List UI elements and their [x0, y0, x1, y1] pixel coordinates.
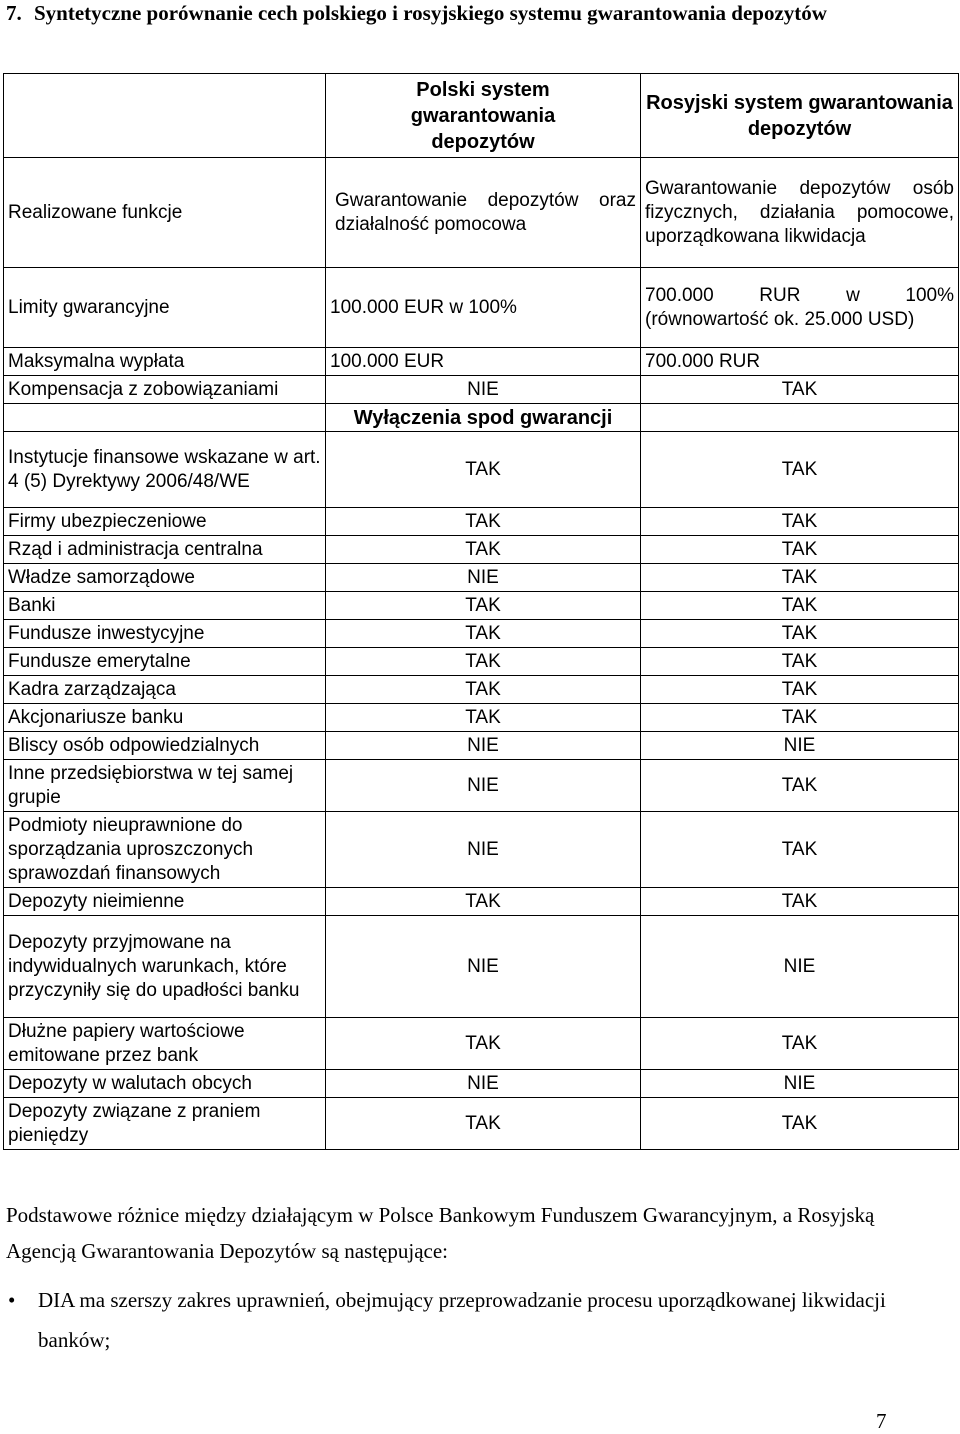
row-label: Maksymalna wypłata [4, 348, 326, 376]
russian-value: TAK [641, 564, 959, 592]
polish-value: NIE [326, 732, 641, 760]
row-label: Fundusze inwestycyjne [4, 620, 326, 648]
header-empty-cell [4, 74, 326, 158]
row-label: Firmy ubezpieczeniowe [4, 508, 326, 536]
polish-value: TAK [326, 704, 641, 732]
table-row [4, 564, 959, 592]
row-label: Depozyty związane z praniem pieniędzy [4, 1098, 326, 1150]
row-label: Podmioty nieuprawnione do sporządzania uproszczonych sprawozdań finansowych [4, 812, 326, 888]
comparison-table [3, 73, 959, 1150]
polish-value: NIE [326, 1070, 641, 1098]
table-row [4, 676, 959, 704]
polish-value: TAK [326, 508, 641, 536]
section-empty-cell [641, 404, 959, 432]
polish-value: TAK [326, 592, 641, 620]
polish-value: NIE [326, 376, 641, 404]
table-row [4, 760, 959, 812]
polish-value: NIE [326, 812, 641, 888]
table-row [4, 888, 959, 916]
polish-value: TAK [326, 1018, 641, 1070]
russian-value: TAK [641, 1098, 959, 1150]
table-row [4, 592, 959, 620]
section-title: Syntetyczne porównanie cech polskiego i rosyjskiego systemu gwarantowania depozytów [34, 1, 827, 25]
table-row [4, 376, 959, 404]
polish-value: NIE [326, 760, 641, 812]
exclusions-title: Wyłączenia spod gwarancji [326, 404, 641, 432]
polish-value: TAK [326, 620, 641, 648]
russian-value: NIE [641, 732, 959, 760]
row-label: Depozyty nieimienne [4, 888, 326, 916]
russian-value: 700.000 RUR w 100% (równowartość ok. 25.000 USD) [641, 268, 959, 348]
row-label: Inne przedsiębiorstwa w tej samej grupie [4, 760, 326, 812]
table-row [4, 1098, 959, 1150]
header-russian-system: Rosyjski system gwarantowania depozytów [641, 74, 959, 158]
table-row [4, 508, 959, 536]
russian-value: TAK [641, 592, 959, 620]
russian-value: TAK [641, 704, 959, 732]
polish-value: NIE [326, 916, 641, 1018]
bullet-text: DIA ma szerszy zakres uprawnień, obejmujący przeprowadzanie procesu uporządkowanej likwidacji banków; [38, 1288, 886, 1352]
row-label: Bliscy osób odpowiedzialnych [4, 732, 326, 760]
russian-value: TAK [641, 620, 959, 648]
russian-value: TAK [641, 760, 959, 812]
bullet-icon: • [8, 1288, 16, 1312]
table-row [4, 1018, 959, 1070]
row-label: Rząd i administracja centralna [4, 536, 326, 564]
table-row [4, 620, 959, 648]
polish-value: TAK [326, 888, 641, 916]
section-heading [6, 0, 896, 26]
table-row [4, 812, 959, 888]
russian-value: TAK [641, 376, 959, 404]
section-title-row [4, 404, 959, 432]
row-label: Realizowane funkcje [4, 158, 326, 268]
polish-value: TAK [326, 676, 641, 704]
header-polish-system: Polski system gwarantowania depozytów [326, 74, 641, 158]
russian-value: TAK [641, 1018, 959, 1070]
polish-value: 100.000 EUR [326, 348, 641, 376]
row-label: Limity gwarancyjne [4, 268, 326, 348]
table-row [4, 1070, 959, 1098]
row-label: Fundusze emerytalne [4, 648, 326, 676]
row-label: Instytucje finansowe wskazane w art. 4 (5) Dyrektywy 2006/48/WE [4, 432, 326, 508]
russian-value: Gwarantowanie depozytów osób fizycznych, działania pomocowe, uporządkowana likwidacja [641, 158, 959, 268]
section-number: 7. [6, 1, 22, 25]
polish-value: TAK [326, 432, 641, 508]
table-row [4, 648, 959, 676]
row-label: Kadra zarządzająca [4, 676, 326, 704]
russian-value: NIE [641, 916, 959, 1018]
table-row [4, 732, 959, 760]
row-label: Dłużne papiery wartościowe emitowane przez bank [4, 1018, 326, 1070]
row-label: Władze samorządowe [4, 564, 326, 592]
table-row [4, 432, 959, 508]
table-header-row [4, 74, 959, 158]
russian-value: TAK [641, 536, 959, 564]
russian-value: TAK [641, 432, 959, 508]
polish-value: TAK [326, 536, 641, 564]
page-number: 7 [876, 1409, 887, 1433]
russian-value: TAK [641, 648, 959, 676]
section-empty-cell [4, 404, 326, 432]
row-label: Depozyty w walutach obcych [4, 1070, 326, 1098]
row-label: Depozyty przyjmowane na indywidualnych warunkach, które przyczyniły się do upadłości banku [4, 916, 326, 1018]
table-row [4, 268, 959, 348]
polish-value: TAK [326, 1098, 641, 1150]
row-label: Banki [4, 592, 326, 620]
polish-value: NIE [326, 564, 641, 592]
table-row [4, 348, 959, 376]
summary-paragraph: Podstawowe różnice między działającym w Polsce Bankowym Funduszem Gwarancyjnym, a Rosyjską Agencją Gwarantowania Depozytów są następujące: [6, 1203, 875, 1263]
table-row [4, 704, 959, 732]
polish-value: Gwarantowanie depozytów oraz działalność pomocowa [326, 158, 641, 268]
russian-value: TAK [641, 888, 959, 916]
russian-value: NIE [641, 1070, 959, 1098]
russian-value: 700.000 RUR [641, 348, 959, 376]
russian-value: TAK [641, 508, 959, 536]
table-row [4, 536, 959, 564]
russian-value: TAK [641, 676, 959, 704]
polish-value: TAK [326, 648, 641, 676]
russian-value: TAK [641, 812, 959, 888]
table-row [4, 158, 959, 268]
table-row [4, 916, 959, 1018]
row-label: Akcjonariusze banku [4, 704, 326, 732]
row-label: Kompensacja z zobowiązaniami [4, 376, 326, 404]
polish-value: 100.000 EUR w 100% [326, 268, 641, 348]
